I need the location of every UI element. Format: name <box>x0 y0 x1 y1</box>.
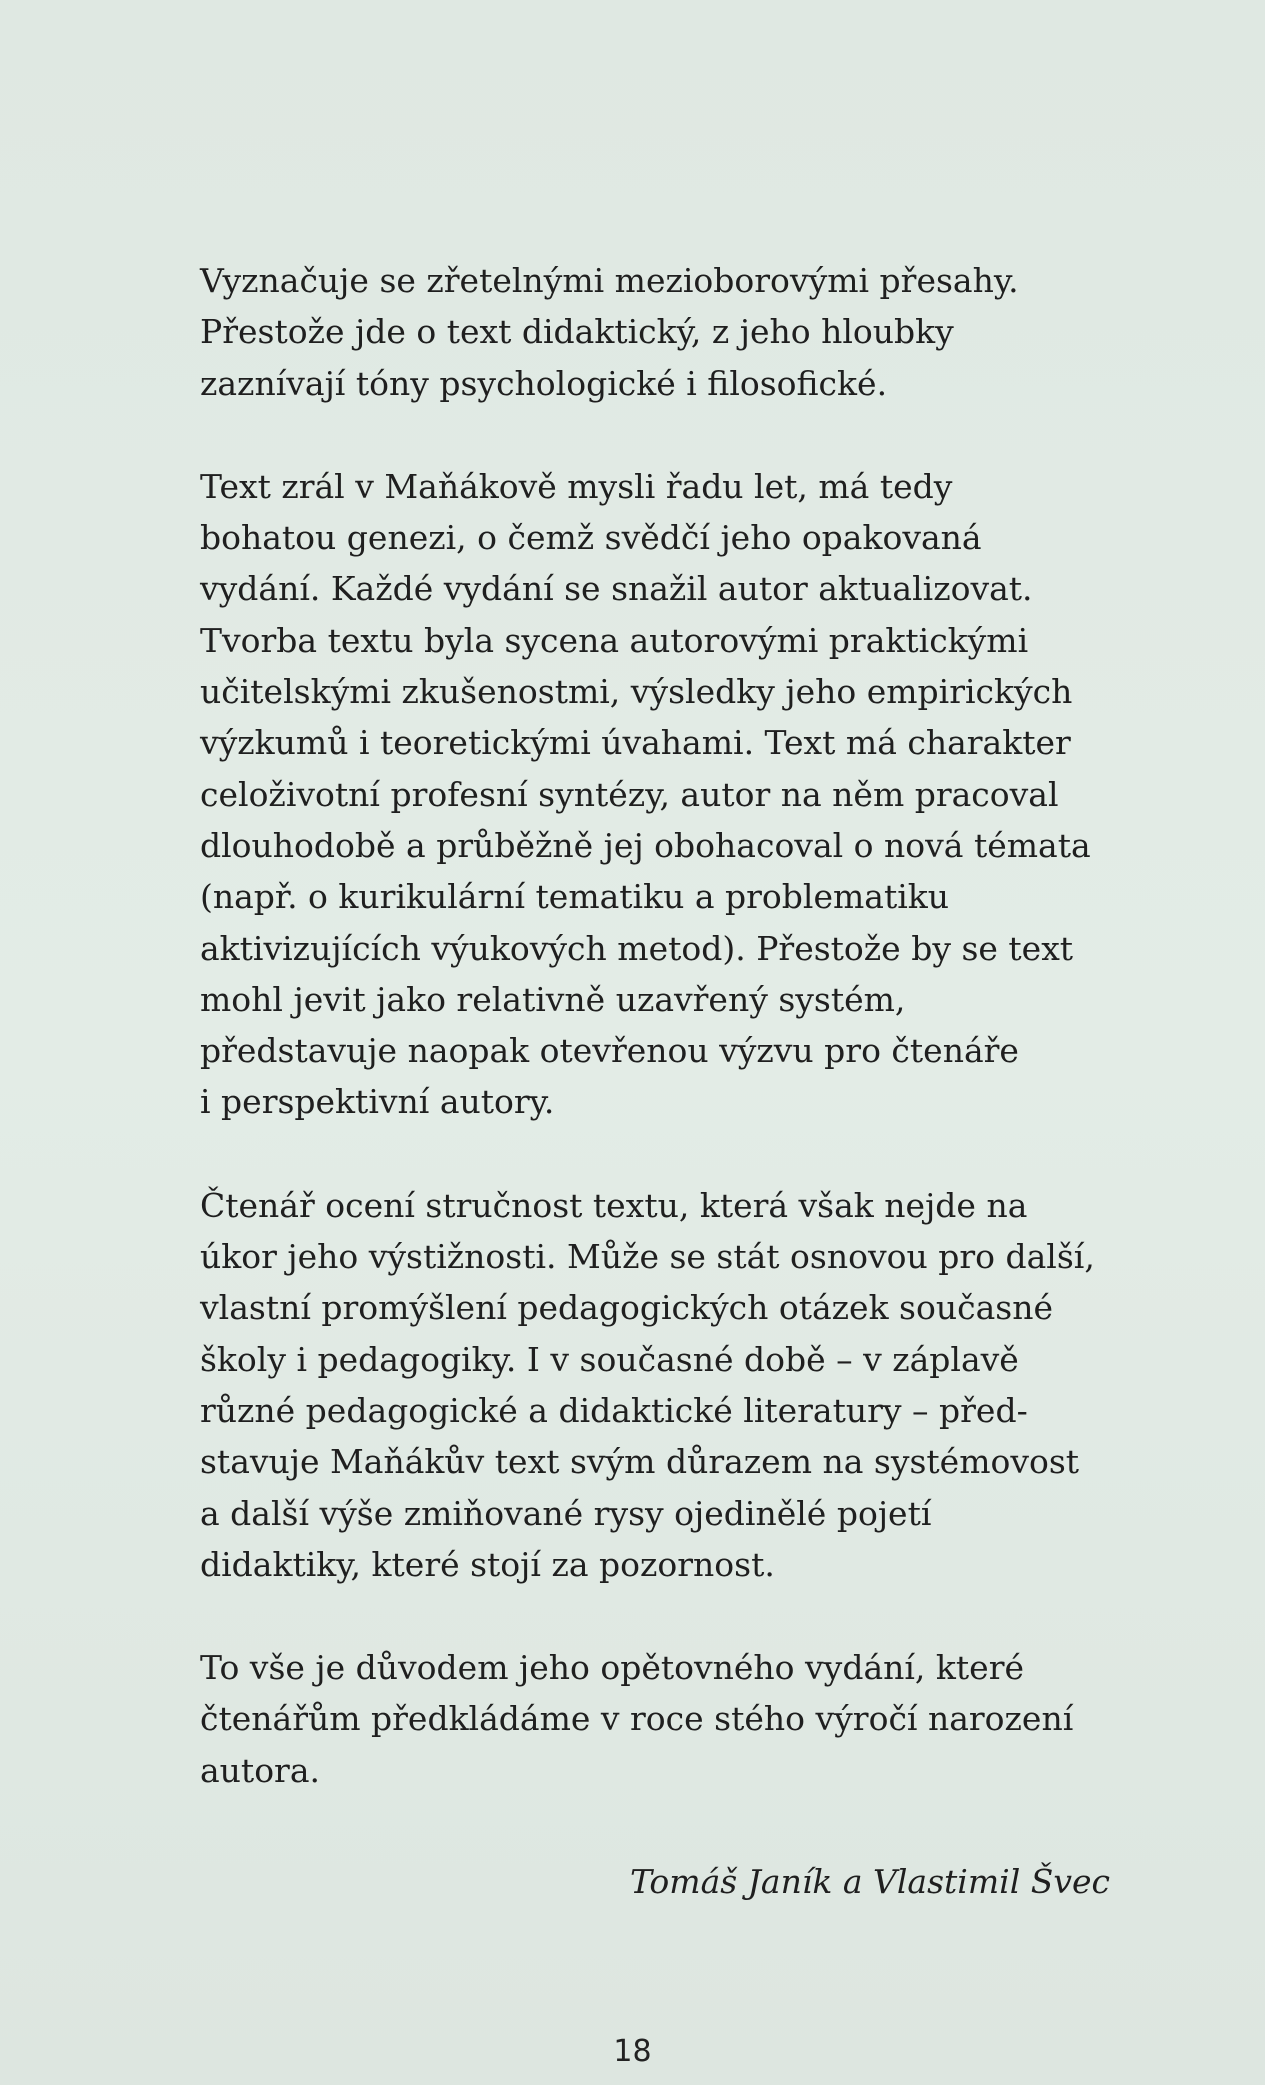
text-line: stavuje Maňákův text svým důrazem na systémovost <box>200 1442 1080 1482</box>
text-line: vydání. Každé vydání se snažil autor aktualizovat. <box>200 569 1033 609</box>
text-line: (např. o kurikulární tematiku a problematiku <box>200 877 950 917</box>
text-line: Text zrál v Maňákově mysli řadu let, má tedy <box>200 466 953 506</box>
text-line: úkor jeho výstižnosti. Může se stát osnovou pro další, <box>200 1237 1095 1277</box>
text-line: čtenářům předkládáme v roce stého výročí narození <box>200 1699 1074 1739</box>
text-line: školy i pedagogiky. I v současné době – v záplavě <box>200 1339 1019 1379</box>
text-line: celoživotní profesní syntézy, autor na něm pracoval <box>200 774 1059 814</box>
text-line: učitelskými zkušenostmi, výsledky jeho empirických <box>200 672 1073 712</box>
text-line: didaktiky, které stojí za pozornost. <box>200 1544 775 1584</box>
text-line: mohl jevit jako relativně uzavřený systém, <box>200 979 906 1019</box>
text-line: Vyznačuje se zřetelnými mezioborovými přesahy. <box>200 261 1019 300</box>
text-line: zaznívají tóny psychologické i filosofické. <box>200 363 888 403</box>
text-line: Přestože jde o text didaktický, z jeho hloubky <box>200 312 954 352</box>
text-line: aktivizujících výukových metod). Přestože by se text <box>200 928 1074 968</box>
paragraph-1 <box>200 255 1140 409</box>
paragraph-4 <box>200 1642 1140 1796</box>
text-line: vlastní promýšlení pedagogických otázek současné <box>200 1288 1053 1328</box>
text-line: To vše je důvodem jeho opětovného vydání, které <box>200 1648 1025 1688</box>
text-line: i perspektivní autory. <box>200 1082 555 1122</box>
page-number: 18 <box>613 2034 652 2069</box>
body-text <box>200 255 1140 1796</box>
text-line: a další výše zmiňované rysy ojedinělé pojetí <box>200 1493 932 1533</box>
text-line: Tvorba textu byla sycena autorovými praktickými <box>200 620 1029 660</box>
text-line: výzkumů i teoretickými úvahami. Text má charakter <box>200 723 1071 763</box>
author-signature: Tomáš Janík a Vlastimil Švec <box>629 1862 1110 1901</box>
text-line: představuje naopak otevřenou výzvu pro čtenáře <box>200 1031 1019 1071</box>
paragraph-3 <box>200 1180 1140 1590</box>
paragraph-2 <box>200 461 1140 1128</box>
text-line: Čtenář ocení stručnost textu, která však nejde na <box>200 1185 1028 1225</box>
text-line: bohatou genezi, o čemž svědčí jeho opakovaná <box>200 518 982 558</box>
text-line: dlouhodobě a průběžně jej obohacoval o nová témata <box>200 825 1091 865</box>
text-line: různé pedagogické a didaktické literatury – před- <box>200 1390 1028 1430</box>
text-line: autora. <box>200 1750 320 1790</box>
